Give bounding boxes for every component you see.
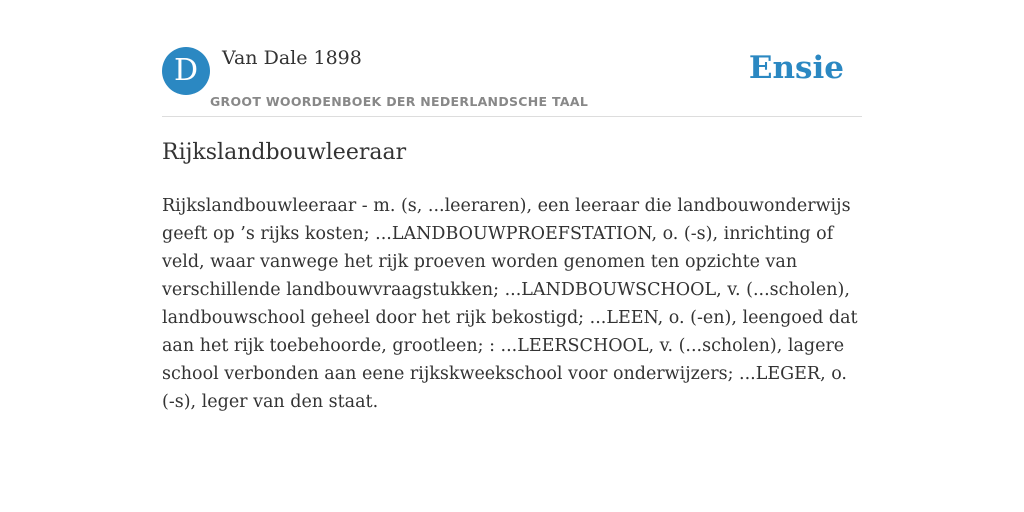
source-logo[interactable]: D xyxy=(162,47,210,95)
brand-logo[interactable]: Ensie xyxy=(748,50,844,86)
entry-body: Rijkslandbouwleeraar - m. (s, ...leeraren), een leeraar die landbouwonderwijs geeft op ’s rijks kosten; ...LANDBOUWPROEFSTATION, o. (-s), inrichting of veld, waar vanwege het rijk proeven worden genomen ten opzichte van verschillende landbouwvraagstukken; ...LANDBOUWSCHOOL, v. (...scholen), landbouwschool geheel door het rijk bekostigd; ...LEEN, o. (-en), leengoed dat aan het rijk toebehoorde, grootleen; : ...LEERSCHOOL, v. (...scholen), lagere school verbonden aan eene rijkskweekschool voor onderwijzers; ...LEGER, o. (-s), leger van den staat. xyxy=(162,196,858,412)
entry-title: Rijkslandbouwleeraar xyxy=(162,140,407,165)
source-title[interactable]: Van Dale 1898 xyxy=(222,47,362,69)
source-subtitle: GROOT WOORDENBOEK DER NEDERLANDSCHE TAAL xyxy=(210,94,589,109)
source-header xyxy=(162,44,862,117)
